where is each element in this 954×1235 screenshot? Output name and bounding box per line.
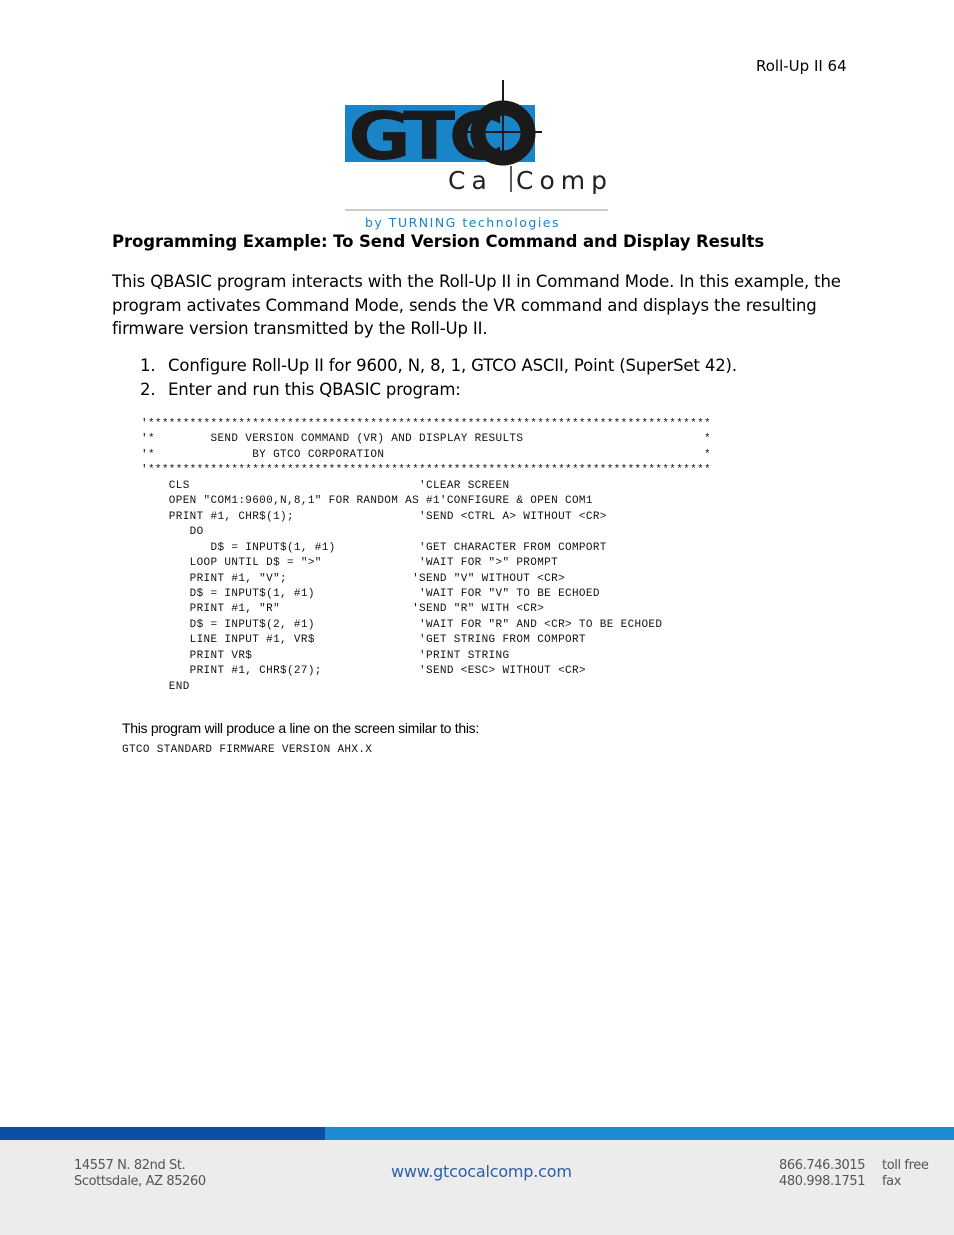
code-line: OPEN "COM1:9600,N,8,1" FOR RANDOM AS #1'CONFIGURE & OPEN COM1 <box>141 495 593 508</box>
intro-paragraph <box>112 270 842 341</box>
address-line: 14557 N. 82nd St. <box>74 1158 186 1173</box>
code-line: '********************************************************************************* <box>141 418 711 430</box>
code-line: D$ = INPUT$(1, #1) 'WAIT FOR "V" TO BE ECHOED <box>141 587 600 600</box>
address-line: Scottsdale, AZ 85260 <box>74 1174 206 1189</box>
label-tollfree: toll free <box>882 1158 929 1173</box>
code-line: PRINT #1, CHR$(27); 'SEND <ESC> WITHOUT <CR> <box>141 665 586 678</box>
code-line: D$ = INPUT$(2, #1) 'WAIT FOR "R" AND <CR> TO BE ECHOED <box>141 618 663 631</box>
result-note: This program will produce a line on the screen similar to this: <box>122 720 479 736</box>
footer-address <box>74 1158 206 1190</box>
code-line: CLS 'CLEAR SCREEN <box>141 479 510 492</box>
code-line: DO <box>141 526 204 539</box>
svg-text:by TURNING technologies: by TURNING technologies <box>365 215 561 230</box>
gtco-calcomp-logo <box>340 76 615 231</box>
code-line: '********************************************************************************* <box>141 464 711 477</box>
intro-line: This QBASIC program interacts with the Roll-Up II in Command Mode. In this example, the <box>112 272 841 291</box>
step-text: Configure Roll-Up II for 9600, N, 8, 1, GTCO ASCII, Point (SuperSet 42). <box>168 356 737 375</box>
step-number: 1. <box>140 356 156 375</box>
code-line: PRINT #1, "V"; 'SEND "V" WITHOUT <CR> <box>141 572 566 585</box>
code-line: '* BY GTCO CORPORATION * <box>141 448 711 461</box>
phone-fax: 480.998.1751 <box>779 1174 866 1189</box>
section-title: Programming Example: To Send Version Command and Display Results <box>112 232 765 251</box>
code-line: PRINT #1, CHR$(1); 'SEND <CTRL A> WITHOUT <CR> <box>141 510 607 523</box>
code-line: LINE INPUT #1, VR$ 'GET STRING FROM COMPORT <box>141 634 586 647</box>
code-line: '* SEND VERSION COMMAND (VR) AND DISPLAY RESULTS * <box>141 433 711 446</box>
page-number: Roll-Up II 64 <box>756 57 847 75</box>
footer-phones <box>779 1158 865 1190</box>
footer-phone-labels <box>882 1158 928 1190</box>
list-item <box>140 354 737 378</box>
steps-list <box>140 354 737 402</box>
sample-output: GTCO STANDARD FIRMWARE VERSION AHX.X <box>122 744 373 756</box>
code-line: END <box>141 680 190 693</box>
code-line: PRINT VR$ 'PRINT STRING <box>141 649 510 662</box>
step-text: Enter and run this QBASIC program: <box>168 380 461 399</box>
step-number: 2. <box>140 380 156 399</box>
svg-text:GTC: GTC <box>348 98 501 175</box>
svg-text:Comp: Comp <box>516 166 613 195</box>
code-line: D$ = INPUT$(1, #1) 'GET CHARACTER FROM COMPORT <box>141 541 607 554</box>
footer-band-accent <box>0 1127 325 1140</box>
phone-tollfree: 866.746.3015 <box>779 1158 866 1173</box>
code-line: PRINT #1, "R" 'SEND "R" WITH <CR> <box>141 603 545 616</box>
intro-line: program activates Command Mode, sends the VR command and displays the resulting <box>112 295 817 315</box>
footer-website-link[interactable]: www.gtcocalcomp.com <box>391 1162 572 1181</box>
code-line: LOOP UNTIL D$ = ">" 'WAIT FOR ">" PROMPT <box>141 557 559 570</box>
svg-text:Ca: Ca <box>448 166 493 195</box>
list-item <box>140 378 737 402</box>
intro-line: firmware version transmitted by the Roll-Up II. <box>112 319 488 338</box>
label-fax: fax <box>882 1174 902 1189</box>
